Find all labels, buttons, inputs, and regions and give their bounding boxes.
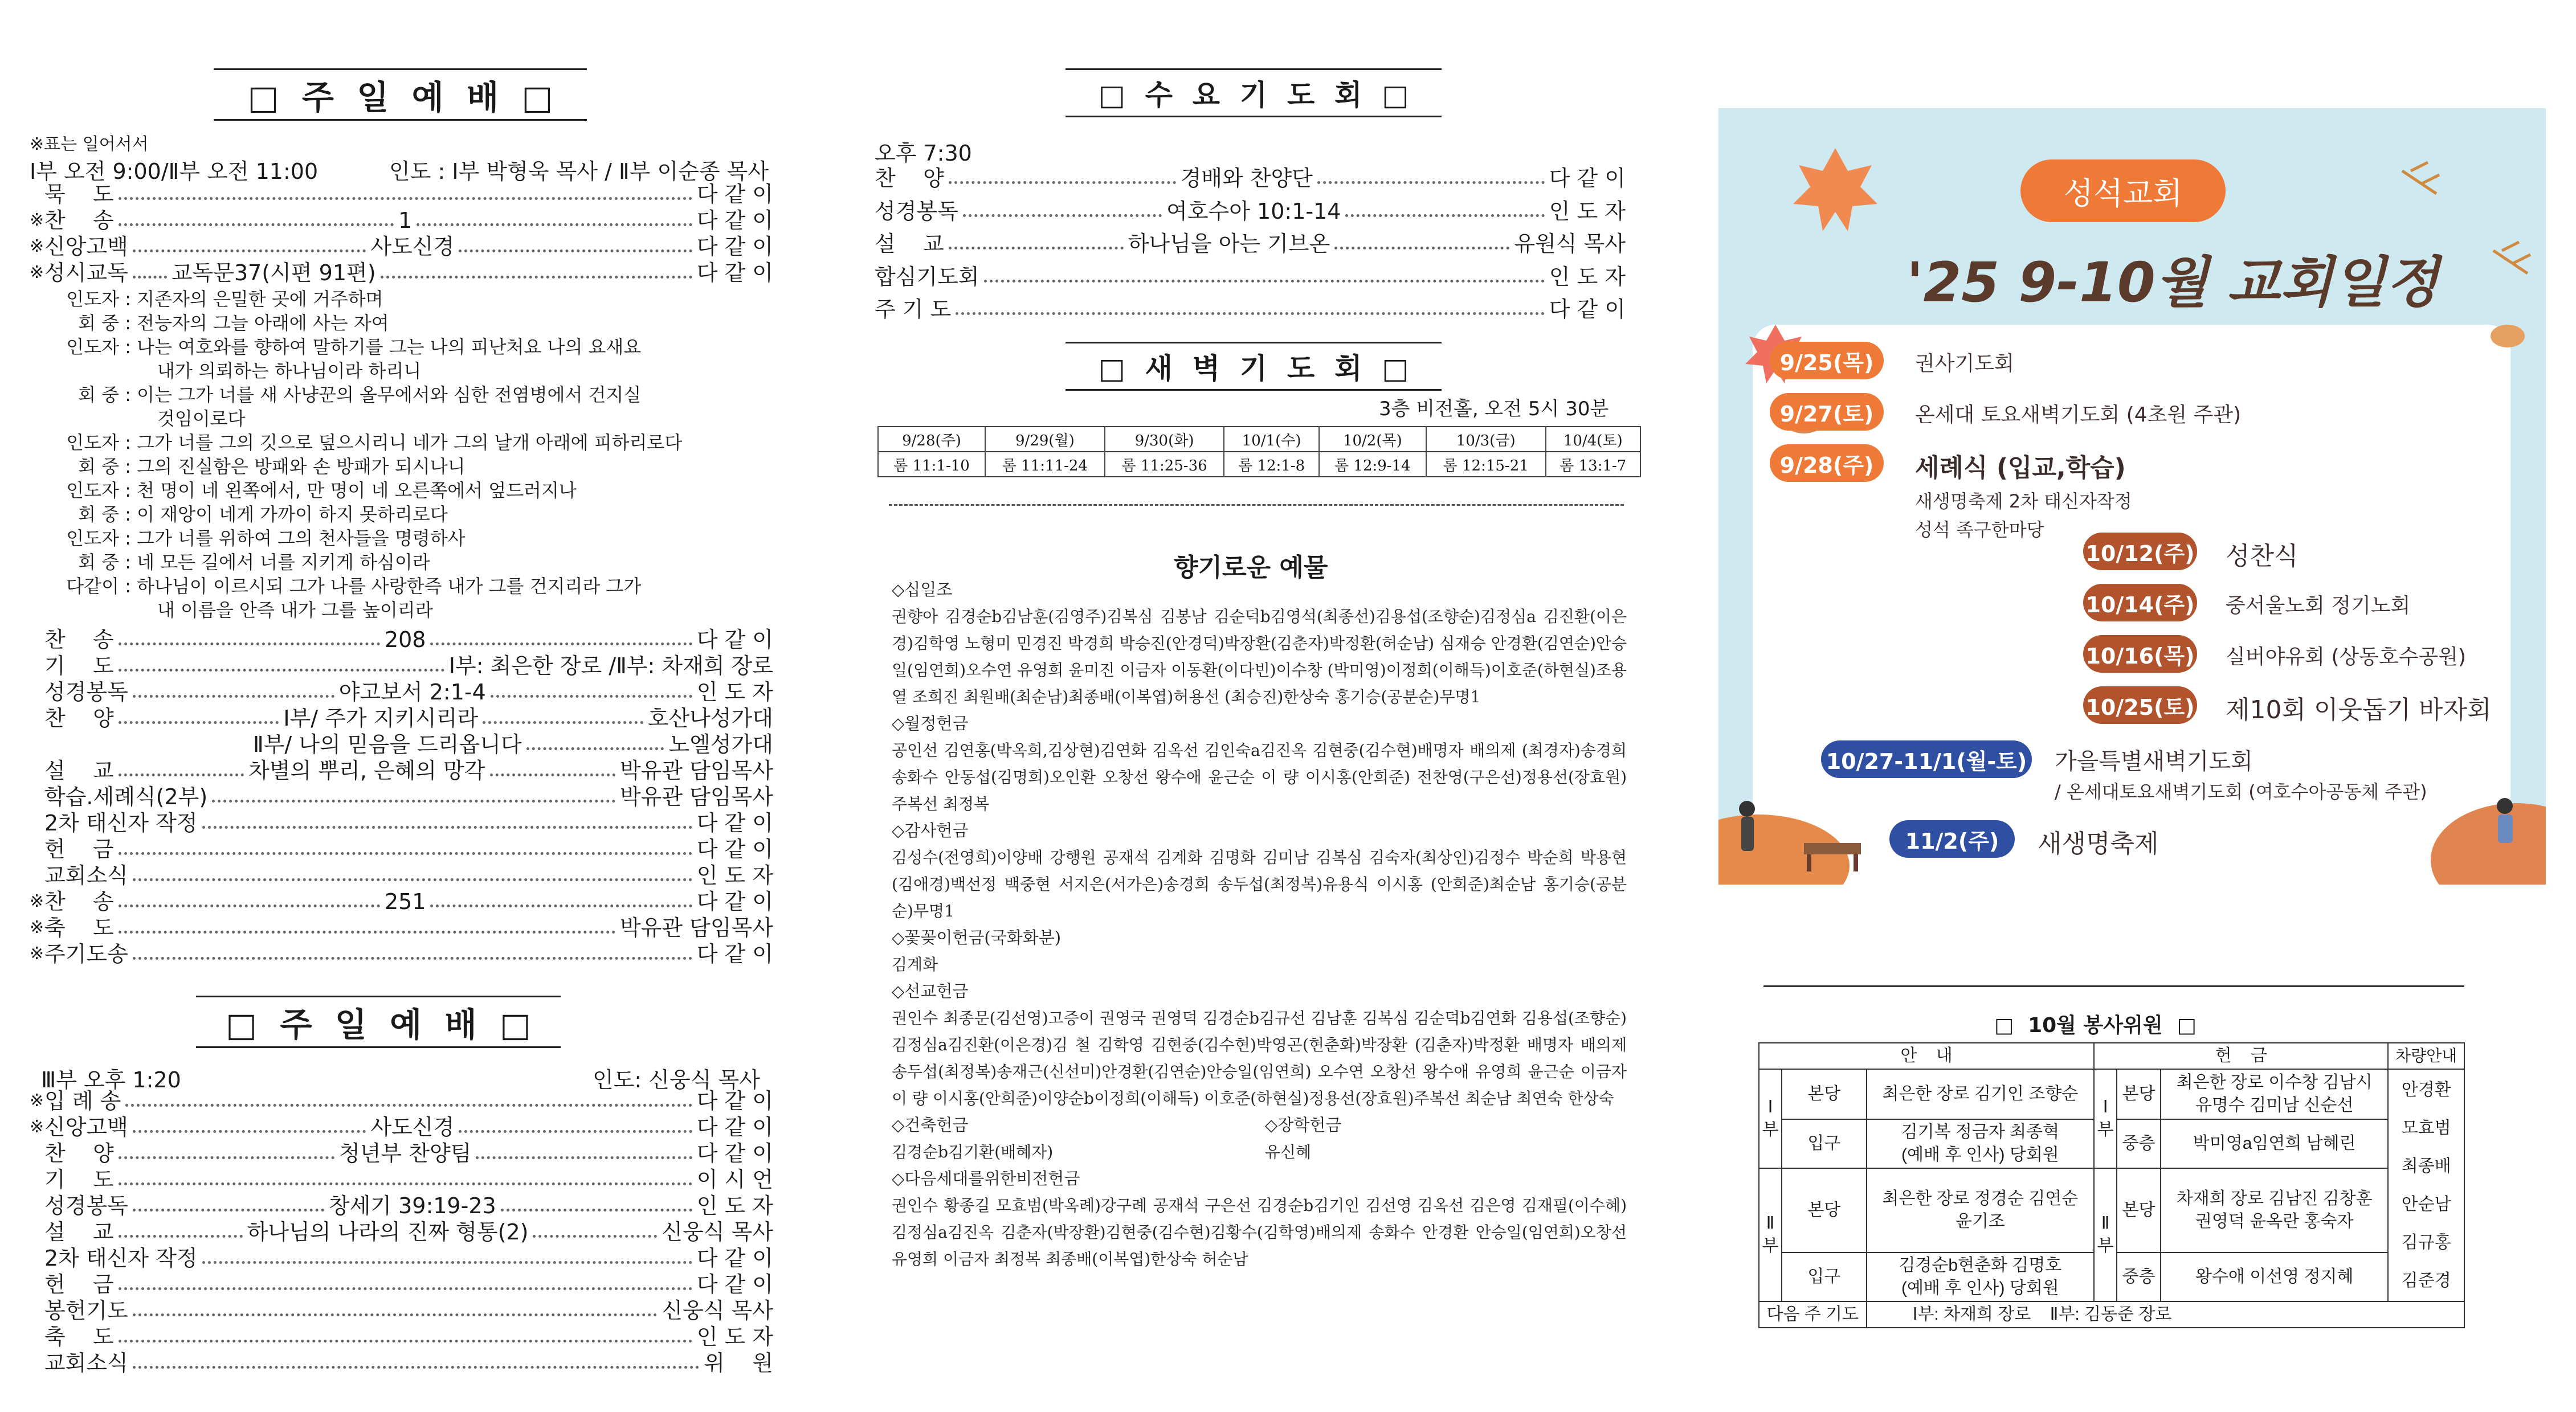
order-item: 교회소식 인 도 자	[44, 863, 773, 888]
dawn-header: □ 새 벽 기 도 회 □	[1065, 342, 1442, 391]
schedule-poster	[1718, 108, 2546, 885]
wednesday-time: 오후 7:30	[875, 141, 972, 166]
dawn-date: 10/3(금)	[1426, 427, 1546, 452]
church-name-badge: 성석교회	[2020, 159, 2226, 222]
order-item: 헌 금 다 같 이	[44, 1272, 773, 1297]
offering-names: 김성수(전영희)이양배 강행원 공재석 김계화 김명화 김미남 김복심 김숙자(최상인)김정수 박순희 박용현(김애경)백선정 백중현 서지은(서가은)송경희 송두섭(최정복)유용식 이시홍 (안희준)최순남 홍기승(공분순)무명1	[892, 848, 1627, 920]
location-label: 중층	[2117, 1253, 2161, 1302]
offering-head: ◇다음세대를위한비전헌금	[892, 1169, 1080, 1188]
location-label: 중층	[2117, 1119, 2161, 1168]
order-item: 묵 도 다 같 이	[44, 182, 773, 207]
event-date: 10/12(주)	[2083, 533, 2197, 570]
event-date: 9/27(토)	[1770, 393, 1884, 431]
dawn-passages-row	[878, 452, 1640, 477]
next-prayer-label: 다음 주 기도	[1759, 1302, 1867, 1328]
order-item: ※ 찬 송 251 다 같 이	[30, 889, 773, 914]
offering-head: ◇감사헌금	[892, 821, 969, 840]
event-title: 온세대 토요새벽기도회 (4초원 주관)	[1915, 403, 2242, 427]
parking-names: 안경환 모효범 최종배 안순남 김규홍 김준경	[2388, 1069, 2464, 1302]
service-3-time: Ⅲ부 오후 1:20	[41, 1067, 181, 1092]
service-3-leader: 인도: 신웅식 목사	[593, 1067, 760, 1092]
volunteers-table	[1758, 1042, 2465, 1328]
offering-head: ◇월정헌금	[892, 714, 969, 733]
event-date: 10/27-11/1(월-토)	[1821, 740, 2032, 778]
responsive-reading: 인도자 : 지존자의 은밀한 곳에 거주하며 회 중 : 전능자의 그늘 아래에 사는 자여 인도자 : 나는 여호와를 향하여 말하기를 그는 나의 피난처요 나의 요새요 내가 의뢰하는 하나님이라 하리니 회 중 : 이는 그가 너를 새 사냥꾼의 올무에서와 심한 전염병에서 건지실 것임이로다 인도자 : 그가 너를 그의 깃으로 덮으시리니 네가 그의 날개 아래에 피하리로다 회 중 : 그의 진실함은 방패와 손 방패가 되시나니 인도자 : 천 명이 네 왼쪽에서, 만 명이 네 오른쪽에서 엎드러지나 회 중 : 이 재앙이 네게 가까이 하지 못하리로다 인도자 : 그가 너를 위하여 그의 천사들을 명령하사 회 중 : 네 모든 길에서 너를 지키게 하심이라 다같이 : 하나님이 이르시되 그가 나를 사랑한즉 내가 그를 건지리라 그가 내 이름을 안즉 내가 그를 높이리라	[66, 288, 683, 621]
order-item: 찬 송 208 다 같 이	[44, 627, 773, 652]
offering-names: 박미영a임연희 남혜린	[2161, 1119, 2389, 1168]
order-item: 성경봉독 야고보서 2:1-4 인 도 자	[44, 680, 774, 705]
dawn-date: 10/4(토)	[1546, 427, 1640, 452]
order-item: 찬 양 Ⅰ부/ 주가 지키시리라 호산나성가대	[44, 706, 774, 731]
dawn-date: 10/2(목)	[1319, 427, 1426, 452]
location-label: 본당	[2117, 1069, 2161, 1119]
event-subtitle: 성석 족구한마당	[1915, 519, 2044, 541]
offering-names: 김경순b김기환(배혜자)	[892, 1143, 1054, 1161]
order-item: 봉헌기도 신웅식 목사	[44, 1298, 773, 1323]
offering-names: 공인선 김연홍(박옥희,김상현)김연화 김옥선 김인숙a김진옥 김현중(김수현)배명자 배의제 (최경자)송경희 송화수 안동섭(김명희)오인환 오창선 왕수애 윤근순 이 량 이시홍(안희준) 전찬영(구은선)정용선(장효원)주복선 최정복	[892, 741, 1627, 813]
dawn-passage: 롬 12:1-8	[1224, 452, 1318, 477]
offering-names: 권향아 김경순b김남훈(김영주)김복심 김봉남 김순덕b김영석(최종선)김용섭(조향순)김정심a 김진환(이은경)김학영 노형미 민경진 박경희 박승진(안경덕)박장환(김춘자)박정환(허순남) 심재승 안경환(김연순)안승일(임연희)오수연 유영희 윤미진 이금자 이동환(이다빈)이수창 (박미영)이정희(이해득)이호준(하현실)조용열 조희진 최원배(최순남)최종배(이복엽)허용선 (최승진)한상숙 홍기승(공분순)무명1	[892, 607, 1627, 706]
event-title: 성찬식	[2226, 542, 2299, 571]
order-item: 2차 태신자 작정 다 같 이	[44, 1246, 773, 1271]
order-item: ※ 성시교독 교독문37(시편 91편) 다 같 이	[30, 260, 773, 285]
volunteers-top-rule	[1763, 985, 2464, 987]
event-date: 9/25(목)	[1770, 342, 1884, 379]
offering-names: 유신혜	[1265, 1143, 1312, 1161]
location-label: 본당	[2117, 1168, 2161, 1253]
offerings-title: 향기로운 예물	[1174, 553, 1328, 582]
person-icon	[1739, 801, 1755, 817]
bench-icon	[1854, 854, 1858, 871]
volunteers-title: □ 10월 봉사위원 □	[1994, 1014, 2197, 1037]
dawn-dates-row	[878, 427, 1640, 452]
event-date: 9/28(주)	[1770, 444, 1884, 482]
order-item: 기 도 이 시 언	[44, 1167, 773, 1192]
order-item: ※ 찬 송 1 다 같 이	[30, 208, 773, 233]
event-date: 10/16(목)	[2083, 635, 2197, 673]
location-label: 본당	[1782, 1069, 1867, 1119]
order-item: 학습.세례식(2부) 박유관 담임목사	[44, 784, 773, 809]
person-icon	[2498, 815, 2513, 843]
dawn-passage: 롬 13:1-7	[1546, 452, 1640, 477]
bench-icon	[1807, 854, 1811, 871]
dawn-passage: 롬 11:11-24	[985, 452, 1105, 477]
offering-names: 김계화	[892, 955, 938, 974]
event-date: 10/14(주)	[2083, 584, 2197, 621]
dawn-date: 9/28(주)	[878, 427, 985, 452]
order-item: 헌 금 다 같 이	[44, 837, 773, 862]
parking-header: 차량안내	[2388, 1043, 2464, 1069]
dawn-passage: 롬 11:25-36	[1105, 452, 1224, 477]
bench-icon	[1804, 843, 1861, 854]
order-item: Ⅱ부/ 나의 믿음을 드리옵니다 노엘성가대	[253, 732, 773, 757]
dawn-passage: 롬 11:1-10	[878, 452, 985, 477]
event-title: 실버야유회 (상동호수공원)	[2226, 645, 2467, 669]
service-time: Ⅰ부 오전 9:00/Ⅱ부 오전 11:00	[30, 159, 319, 184]
offering-head: ◇꽃꽂이헌금(국화화분)	[892, 928, 1062, 947]
next-prayer-names: Ⅰ부: 차재희 장로 Ⅱ부: 김동준 장로	[1867, 1302, 2464, 1328]
wednesday-header: □ 수 요 기 도 회 □	[1065, 68, 1442, 117]
dawn-passage: 롬 12:9-14	[1319, 452, 1426, 477]
guide-names: 김경순b현춘화 김명호 (예배 후 인사) 당회원	[1867, 1253, 2095, 1302]
offering-head: ◇건축헌금	[892, 1115, 969, 1135]
event-title: 중서울노회 정기노회	[2226, 594, 2411, 617]
order-item: ※ 축 도 박유관 담임목사	[30, 915, 773, 940]
person-icon	[1741, 817, 1754, 851]
sunday-service-3-header: □ 주 일 예 배 □	[196, 996, 561, 1048]
guide-names: 최은한 장로 김기인 조향순	[1867, 1069, 2095, 1119]
order-item: 찬 양 경배와 찬양단 다 같 이	[875, 166, 1626, 191]
offering-names: 최은한 장로 이수창 김남시 유명수 김미남 신순선	[2161, 1069, 2389, 1119]
event-title: 권사기도회	[1915, 352, 2014, 375]
order-item: 설 교 하나님을 아는 기브온 유원식 목사	[875, 231, 1626, 256]
event-subtitle: 새생명축제 2차 태신자작정	[1915, 490, 2132, 512]
section-divider	[889, 504, 1624, 506]
offering-names: 권인수 황종길 모효범(박옥례)강구례 공재석 구은선 김경순b김기인 김선영 김옥선 김은영 김재필(이수혜)김정심a김진옥 김춘자(박장환)김현중(김수현)김황수(김학영)배의제 송화수 안경환 안승일(임연희)오창선 유영희 이금자 최정복 최종배(이복엽)한상숙 허순남	[892, 1196, 1627, 1268]
stand-note: ※표는 일어서서	[30, 134, 149, 154]
event-title: 제10회 이웃돕기 바자회	[2226, 695, 2492, 725]
guide-names: 김기복 정금자 최종혁 (예배 후 인사) 당회원	[1867, 1119, 2095, 1168]
offering-names: 왕수애 이선영 정지혜	[2161, 1253, 2389, 1302]
order-item: 성경봉독 여호수아 10:1-14 인 도 자	[875, 199, 1626, 224]
order-item: 2차 태신자 작정 다 같 이	[44, 811, 773, 836]
event-title: 가을특별새벽기도회	[2055, 748, 2253, 775]
order-item: 성경봉독 창세기 39:19-23 인 도 자	[44, 1193, 774, 1218]
offering-head: ◇선교헌금	[892, 981, 969, 1001]
location-label: 본당	[1782, 1168, 1867, 1253]
offering-head: ◇십일조	[892, 580, 953, 599]
offering-head: ◇장학헌금	[1265, 1115, 1342, 1135]
dawn-place: 3층 비전홀, 오전 5시 30분	[1379, 398, 1609, 420]
part-label: Ⅰ부	[1759, 1069, 1782, 1168]
order-item: 기 도 Ⅰ부: 최은한 장로 /Ⅱ부: 차재희 장로	[44, 653, 773, 678]
order-item: ※ 주기도송 다 같 이	[30, 942, 773, 967]
dawn-date: 10/1(수)	[1224, 427, 1318, 452]
dawn-date: 9/29(월)	[985, 427, 1105, 452]
order-item: 찬 양 청년부 찬양팀 다 같 이	[44, 1141, 774, 1166]
location-label: 입구	[1782, 1253, 1867, 1302]
order-item: 설 교 차별의 뿌리, 은혜의 망각 박유관 담임목사	[44, 758, 773, 783]
service-leader: 인도 : Ⅰ부 박형욱 목사 / Ⅱ부 이순종 목사	[389, 159, 769, 184]
offering-header: 헌 금	[2094, 1043, 2388, 1069]
dawn-date: 9/30(화)	[1105, 427, 1224, 452]
part-label: Ⅱ부	[1759, 1168, 1782, 1302]
order-item: 합심기도회 인 도 자	[875, 264, 1626, 289]
location-label: 입구	[1782, 1119, 1867, 1168]
guide-names: 최은한 장로 정경순 김연순 윤기조	[1867, 1168, 2095, 1253]
part-label: Ⅱ부	[2094, 1168, 2117, 1302]
person-icon	[2497, 798, 2513, 814]
order-item: 축 도 인 도 자	[44, 1324, 773, 1349]
order-item: ※ 신앙고백 사도신경 다 같 이	[30, 1115, 774, 1140]
order-item: 주 기 도 다 같 이	[875, 297, 1626, 322]
leaf-icon	[2491, 325, 2525, 347]
dawn-schedule-table	[877, 426, 1641, 477]
event-subtitle: / 온세대토요새벽기도회 (여호수아공동체 주관)	[2055, 781, 2427, 803]
event-date: 10/25(토)	[2083, 686, 2197, 724]
sunday-service-header: □ 주 일 예 배 □	[214, 68, 587, 121]
offering-names: 차재희 장로 김남진 김창훈 권영덕 윤옥란 홍숙자	[2161, 1168, 2389, 1253]
part-label: Ⅰ부	[2094, 1069, 2117, 1168]
event-title: 세례식 (입교,학습)	[1915, 453, 2126, 482]
order-item: ※ 신앙고백 사도신경 다 같 이	[30, 234, 774, 259]
dawn-passage: 롬 12:15-21	[1426, 452, 1546, 477]
guide-header: 안 내	[1759, 1043, 2094, 1069]
offerings-list	[892, 576, 1627, 1272]
order-item: ※ 입 례 송 다 같 이	[30, 1088, 773, 1114]
order-item: 교회소식 위 원	[44, 1350, 773, 1376]
order-item: 설 교 하나님의 나라의 진짜 형통(2) 신웅식 목사	[44, 1219, 773, 1245]
offering-names: 권인수 최종문(김선영)고증이 권영국 권영덕 김경순b김규선 김남훈 김복심 김순덕b김연화 김용섭(조향순)김정심a김진환(이은경)김 철 김학영 김현중(김수현)박영곤(현춘화)박장환 (김춘자)박정환 배명자 배의제 송두섭(최정복)송재근(신선미)안경환(김연순)안승일(임연희) 오수연 오창선 왕수애 유영희 윤근순 이금자 이 량 이시홍(안희준)이양순b이정희(이해득) 이호준(하현실)정용선(장효원)주복선 최순남 최연숙 한상숙	[892, 1009, 1627, 1108]
poster-title: '25 9-10월 교회일정	[1907, 251, 2439, 314]
event-date: 11/2(주)	[1889, 820, 2015, 858]
event-title: 새생명축제	[2038, 829, 2159, 858]
